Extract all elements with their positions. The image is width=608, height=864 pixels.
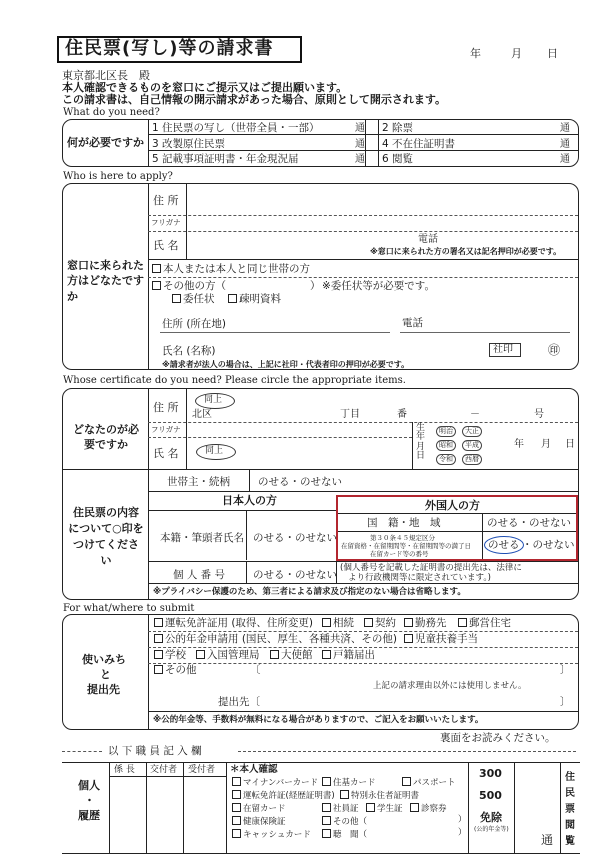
whose-name-label: 氏 名 (153, 447, 179, 460)
article30-line2: 在留資格・在留期間等・在留期間等の満了日 (341, 542, 471, 550)
id-health-insurance-text: 健康保険証 (243, 817, 286, 827)
id-passport[interactable] (402, 777, 456, 788)
honseki-option[interactable]: のせる・のせない (253, 532, 337, 544)
id-clinic-card-checkbox[interactable] (410, 803, 419, 812)
purpose-school-checkbox[interactable] (154, 650, 163, 659)
year-label: 年 (470, 47, 481, 60)
id-mynumber-text: マイナンバーカード (243, 778, 319, 788)
purpose-pension[interactable] (154, 634, 397, 645)
purpose-contract-checkbox[interactable] (364, 618, 373, 627)
japanese-header: 日本人の方 (222, 494, 277, 507)
era-showa: 昭和 (436, 440, 456, 451)
who-heading: Who is here to apply? (63, 171, 173, 182)
householder-option[interactable]: のせる・のせない (258, 476, 342, 488)
fee-exempt-note: (公的年金等) (474, 826, 509, 833)
id-check-title: ＊本人確認 (230, 764, 278, 775)
id-license[interactable] (232, 790, 335, 801)
id-clinic-card[interactable] (410, 803, 447, 814)
page-title: 住民票(写し)等の請求書 (65, 38, 274, 59)
seal-mark: ㊞ (548, 343, 561, 357)
need-item-6: 6 閲覧 (382, 153, 414, 165)
id-employee[interactable] (322, 803, 359, 814)
purpose-childcare[interactable] (404, 634, 478, 645)
honseki-label: 本籍・筆頭者氏名 (160, 532, 244, 544)
who-poa-option[interactable] (172, 294, 215, 305)
read-back-note: 裏面をお読みください。 (440, 732, 556, 744)
whose-name-dou: 同上 (205, 446, 224, 456)
purpose-childcare-checkbox[interactable] (404, 634, 413, 643)
office-tsu: 通 (541, 833, 554, 847)
corp-phone-label: 電話 (402, 317, 423, 329)
need-item-2: 2 除票 (382, 122, 414, 134)
id-mynumber-checkbox[interactable] (232, 777, 241, 786)
purpose-immigration[interactable] (196, 650, 260, 661)
id-cash-card[interactable] (232, 829, 311, 840)
purpose-immigration-checkbox[interactable] (196, 650, 205, 659)
whose-chome: 丁目 (340, 409, 360, 420)
purpose-school[interactable] (154, 650, 186, 661)
submit-to-label: 提出先〔 (218, 696, 260, 708)
id-passport-checkbox[interactable] (402, 777, 411, 786)
purpose-license[interactable] (154, 618, 313, 629)
mynumber-option[interactable]: のせる・のせない (253, 569, 337, 581)
who-phone-label: 電話 (418, 234, 438, 245)
who-name-label: 氏 名 (153, 239, 179, 252)
whose-ban: 番 (397, 409, 407, 420)
addressee: 東京都北区長 殿 (62, 69, 150, 82)
article30-line3: 在留カード等の番号 (370, 550, 429, 558)
need-unit-1: 通 (355, 123, 365, 134)
office-title: 以 下 職 員 記 入 欄 (108, 745, 202, 757)
id-special-resident[interactable] (340, 790, 419, 801)
need-unit-2: 通 (560, 123, 570, 134)
office-left-3: 履歴 (78, 809, 100, 822)
who-other-checkbox[interactable] (152, 281, 161, 290)
purpose-other-open: 〔 (250, 664, 261, 676)
id-other-checkbox[interactable] (322, 816, 331, 825)
birth-year: 年 (514, 439, 524, 450)
article30-option-yes[interactable]: のせる (488, 539, 520, 551)
id-special-resident-checkbox[interactable] (340, 790, 349, 799)
day-label: 日 (547, 47, 558, 60)
purpose-other-checkbox[interactable] (154, 665, 163, 674)
need-item-4: 4 不在住証明書 (382, 138, 456, 150)
era-seireki: 西暦 (462, 454, 482, 465)
householder-label: 世帯主・続柄 (167, 476, 230, 488)
id-special-resident-text: 特別永住者証明書 (351, 791, 420, 801)
corp-seal-label: 社印 (493, 344, 513, 355)
whose-birth-label: 生年月日 (416, 423, 426, 462)
whose-ward: 北区 (192, 409, 212, 420)
who-label: 窓口に来られた方はどなたですか (67, 259, 144, 303)
need-unit-4: 通 (560, 139, 570, 150)
disclosure-notice: この請求書は、自己情報の開示請求があった場合、原則として開示されます。 (62, 93, 447, 106)
id-residence-card-text: 在留カード (243, 804, 286, 814)
corp-name-label: 氏名 (名称) (162, 345, 216, 357)
era-taisho: 大正 (462, 426, 482, 437)
id-hearing-close: ） (458, 828, 467, 838)
submit-to-close: 〕 (560, 696, 571, 708)
era-heisei: 平成 (462, 440, 482, 451)
whose-address-label: 住 所 (153, 401, 179, 414)
who-other-option[interactable] (152, 281, 226, 292)
who-other-close: ） (310, 280, 321, 292)
purpose-employer-checkbox[interactable] (404, 618, 413, 627)
who-evidence-checkbox[interactable] (228, 294, 237, 303)
who-address-label: 住 所 (153, 194, 179, 207)
need-item-5: 5 記載事項証明書・年金現況届 (152, 153, 299, 165)
whose-go: 号 (534, 409, 544, 420)
id-student[interactable] (366, 803, 403, 814)
purpose-other[interactable] (154, 665, 197, 676)
corp-note: ※請求者が法人の場合は、上記に社印・代表者印の押印が必要です。 (162, 360, 410, 369)
purpose-pension-checkbox[interactable] (154, 634, 163, 643)
purpose-license-checkbox[interactable] (154, 618, 163, 627)
who-evidence-text: 疎明資料 (239, 293, 281, 305)
article30-line1: 第３０条４５規定区分 (370, 534, 435, 542)
fee-500: 500 (479, 789, 502, 802)
office-right-label: 住民票閲覧 (565, 772, 575, 847)
fee-exempt: 免除 (480, 811, 502, 824)
purpose-immigration-text: 入国管理局 (207, 649, 260, 661)
purpose-embassy-text: 大使館 (281, 649, 313, 661)
purpose-label-2: と (100, 668, 111, 681)
id-hearing-text: 聴 聞（ (333, 830, 368, 840)
who-poa-note: ※委任状等が必要です。 (322, 280, 435, 292)
office-col-receiver: 受付者 (188, 765, 216, 775)
need-heading: What do you need? (63, 107, 160, 118)
need-label: 何が必要ですか (67, 136, 144, 149)
content-label: 住民票の内容について○印をつけてください (68, 506, 144, 567)
need-item-1: 1 住民票の写し（世帯全員・一部） (152, 122, 320, 134)
whose-dou: 同上 (204, 395, 223, 405)
month-label: 月 (511, 47, 522, 60)
who-self-text: 本人または本人と同じ世帯の方 (163, 263, 310, 275)
nationality-label: 国 籍・地 域 (367, 517, 441, 529)
purpose-contract[interactable] (364, 618, 396, 629)
id-other-close: ） (458, 815, 467, 825)
purpose-family-register[interactable] (322, 650, 375, 661)
mynumber-label: 個 人 番 号 (173, 569, 226, 581)
id-license-checkbox[interactable] (232, 790, 241, 799)
id-hearing[interactable] (322, 829, 367, 840)
who-self-checkbox[interactable] (152, 264, 161, 273)
need-item-3: 3 改製原住民票 (152, 138, 226, 150)
fee-300: 300 (479, 767, 502, 780)
purpose-family-register-checkbox[interactable] (322, 650, 331, 659)
office-left-2: ・ (84, 794, 95, 807)
who-furigana: フリガナ (151, 218, 181, 227)
purpose-embassy-checkbox[interactable] (270, 650, 279, 659)
purpose-label-3: 提出先 (87, 683, 120, 696)
id-student-checkbox[interactable] (366, 803, 375, 812)
id-residence-card-checkbox[interactable] (232, 803, 241, 812)
purpose-school-text: 学校 (165, 649, 186, 661)
era-reiwa: 令和 (436, 454, 456, 465)
id-other[interactable] (322, 816, 367, 827)
office-col-chief: 係 長 (114, 765, 135, 775)
birth-day: 日 (565, 439, 575, 450)
purpose-housing-text: 郵営住宅 (469, 617, 511, 629)
purpose-housing[interactable] (458, 618, 511, 629)
purpose-inheritance-text: 相続 (333, 617, 354, 629)
id-health-insurance-checkbox[interactable] (232, 816, 241, 825)
id-student-text: 学生証 (377, 804, 403, 814)
mynumber-note-2: より行政機関等に限定されています。) (348, 573, 491, 583)
id-employee-text: 社員証 (333, 804, 359, 814)
who-sign-note: ※窓口に来られた方の署名又は記名押印が必要です。 (370, 247, 562, 256)
need-unit-5: 通 (355, 154, 365, 165)
purpose-housing-checkbox[interactable] (458, 618, 467, 627)
whose-dash: － (470, 409, 480, 420)
purpose-employer[interactable] (404, 618, 447, 629)
article30-option-no[interactable]: ・のせない (522, 539, 575, 551)
need-unit-6: 通 (560, 154, 570, 165)
purpose-not-other: 上記の請求理由以外には使用しません。 (373, 681, 527, 691)
purpose-pension-text: 公的年金申請用 (国民、厚生、各種共済、その他) (165, 633, 398, 645)
whose-label: どなたのが必要ですか (73, 423, 139, 452)
who-self-option[interactable] (152, 264, 310, 275)
purpose-embassy[interactable] (270, 650, 313, 661)
purpose-inheritance[interactable] (322, 618, 354, 629)
id-cash-card-checkbox[interactable] (232, 829, 241, 838)
id-clinic-card-text: 診察券 (421, 804, 447, 814)
purpose-employer-text: 勤務先 (415, 617, 447, 629)
id-notice: 本人確認できるものを窓口にご提示又はご提出願います。 (62, 81, 348, 94)
purpose-license-text: 運転免許証用 (取得、住所変更) (165, 617, 314, 629)
fee-note: ※公的年金等、手数料が無料になる場合がありますので、ご記入をお願いいたします。 (153, 715, 484, 725)
privacy-note: ※プライバシー保護のため、第三者による請求及び指定のない場合は省略します。 (153, 587, 466, 597)
id-cash-card-text: キャッシュカード (243, 830, 311, 840)
id-residence-card[interactable] (232, 803, 286, 814)
purpose-heading: For what/where to submit (63, 603, 195, 614)
who-other-text: その他の方（ (163, 280, 226, 292)
corp-address-label: 住所 (所在地) (162, 318, 227, 330)
office-col-issuer: 交付者 (150, 765, 178, 775)
nationality-option[interactable]: のせる・のせない (487, 517, 571, 529)
id-juki-checkbox[interactable] (322, 777, 331, 786)
id-license-text: 運転免許証(経歴証明書) (243, 791, 335, 801)
need-unit-3: 通 (355, 139, 365, 150)
id-other-text: その他（ (333, 817, 368, 827)
era-meiji: 明治 (436, 426, 456, 437)
foreigner-header: 外国人の方 (425, 499, 480, 512)
purpose-family-register-text: 戸籍届出 (333, 649, 375, 661)
id-juki[interactable] (322, 777, 376, 788)
whose-furigana: フリガナ (151, 425, 181, 434)
who-poa-checkbox[interactable] (172, 294, 181, 303)
id-juki-text: 住基カード (333, 778, 376, 788)
id-passport-text: パスポート (413, 778, 456, 788)
id-mynumber[interactable] (232, 777, 318, 788)
who-evidence-option[interactable] (228, 294, 281, 305)
purpose-contract-text: 契約 (375, 617, 396, 629)
who-poa-text: 委任状 (183, 293, 215, 305)
whose-heading: Whose certificate do you need? Please circle the appropriate items. (63, 375, 406, 386)
id-health-insurance[interactable] (232, 816, 286, 827)
purpose-other-text: その他 (165, 664, 197, 676)
mynumber-note-1: (個人番号を記載した証明書の提出先は、法律に (340, 563, 522, 573)
purpose-label-1: 使いみち (82, 653, 126, 666)
purpose-other-close: 〕 (560, 664, 571, 676)
purpose-childcare-text: 児童扶養手当 (415, 633, 478, 645)
office-left-1: 個人 (78, 779, 100, 792)
id-hearing-checkbox[interactable] (322, 829, 331, 838)
purpose-inheritance-checkbox[interactable] (322, 618, 331, 627)
birth-month: 月 (541, 439, 551, 450)
id-employee-checkbox[interactable] (322, 803, 331, 812)
